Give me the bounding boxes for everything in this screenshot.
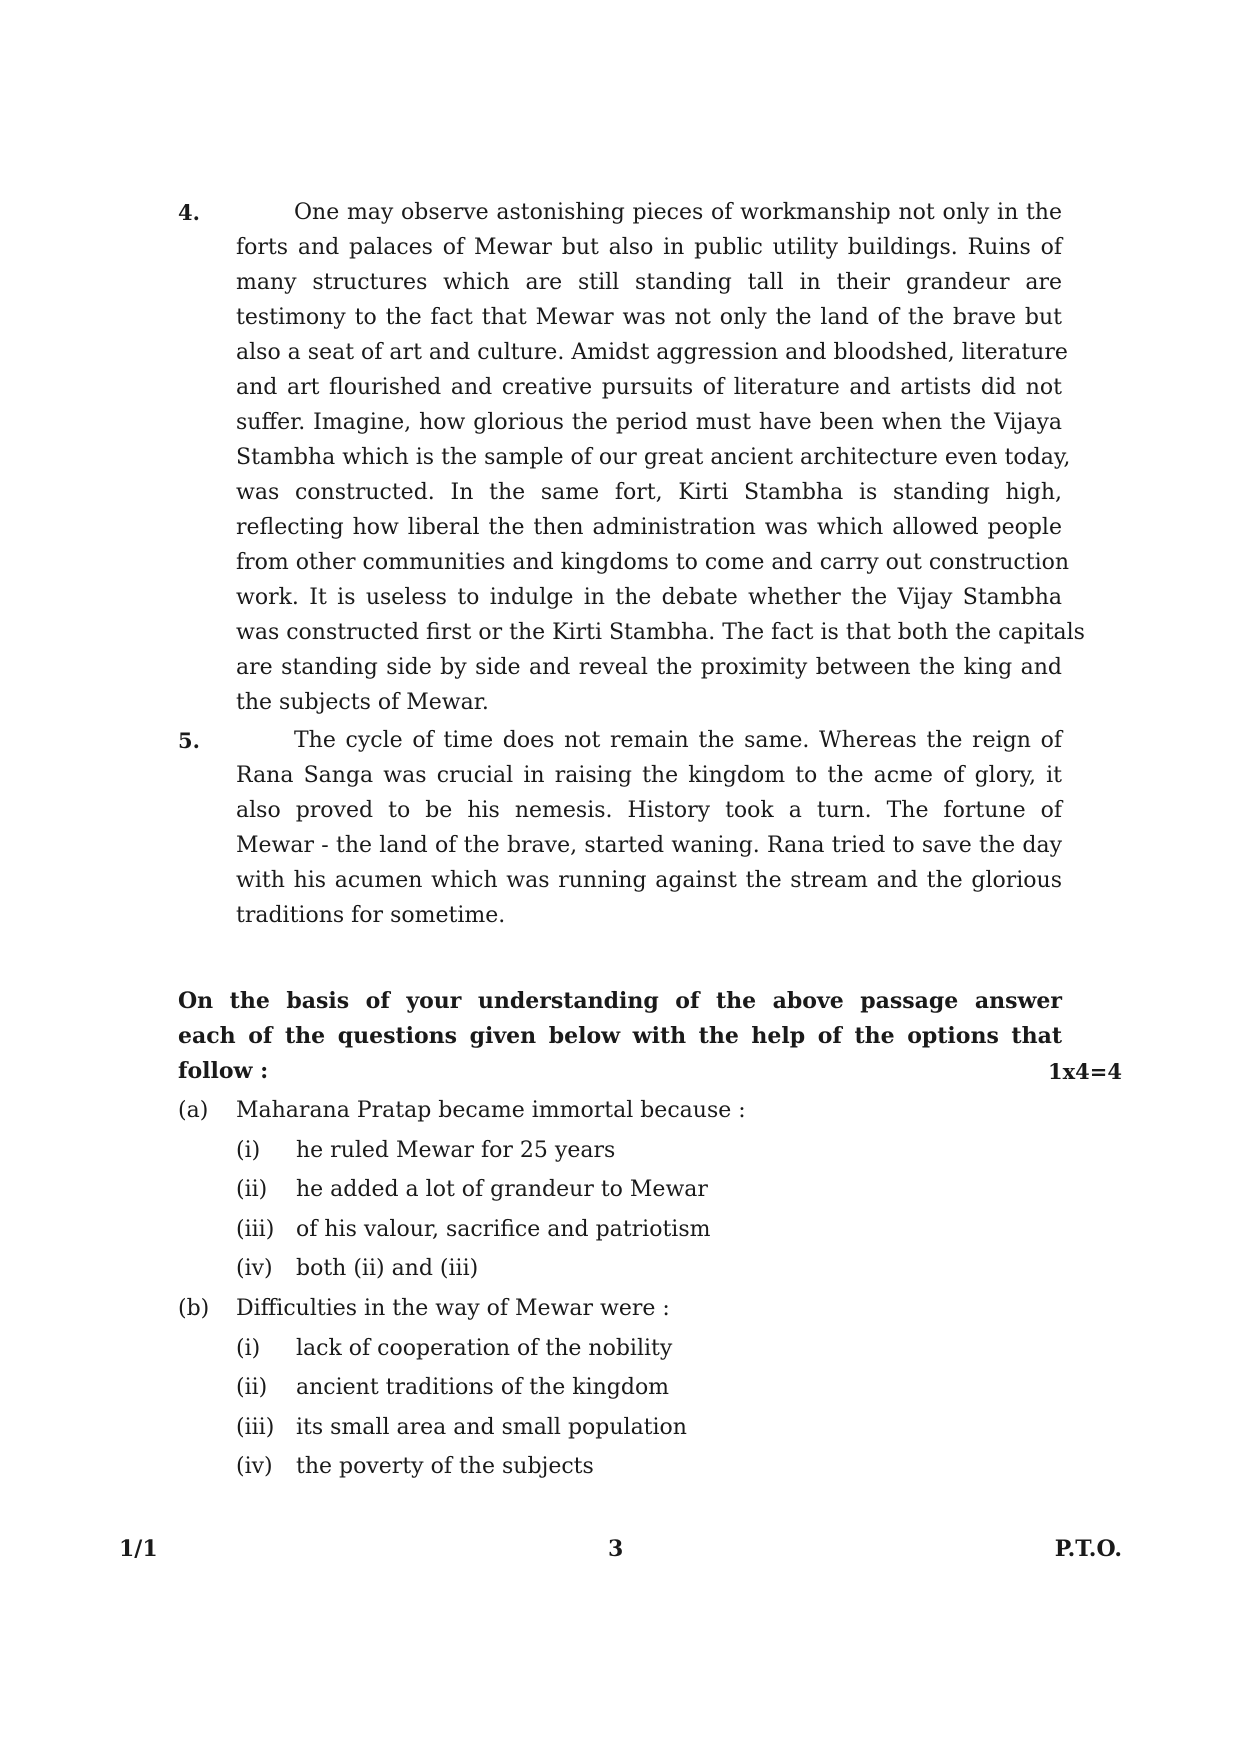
paragraph-line: testimony to the fact that Mewar was not only the land of the brave but: [236, 305, 1062, 330]
paragraph-line: suffer. Imagine, how glorious the period must have been when the Vijaya: [236, 410, 1062, 435]
question-text: Maharana Pratap became immortal because :: [236, 1098, 746, 1123]
paragraph-line: the subjects of Mewar.: [236, 690, 489, 715]
paragraph-line: reflecting how liberal the then administration was which allowed people: [236, 515, 1062, 540]
option-text: he added a lot of grandeur to Mewar: [296, 1177, 708, 1202]
paragraph-line: also a seat of art and culture. Amidst aggression and bloodshed, literature: [236, 340, 1068, 365]
option-text: the poverty of the subjects: [296, 1454, 594, 1479]
paragraph-line: from other communities and kingdoms to come and carry out construction: [236, 550, 1070, 575]
option-label: (iii): [236, 1217, 275, 1242]
option-text: he ruled Mewar for 25 years: [296, 1138, 616, 1163]
paragraph-line: forts and palaces of Mewar but also in public utility buildings. Ruins of: [236, 235, 1062, 260]
option-label: (ii): [236, 1375, 268, 1400]
option-label: (ii): [236, 1177, 268, 1202]
option-label: (iv): [236, 1454, 273, 1479]
paragraph-line: Mewar - the land of the brave, started waning. Rana tried to save the day: [236, 833, 1062, 858]
paragraph-line: One may observe astonishing pieces of workmanship not only in the: [294, 200, 1062, 225]
option-label: (iii): [236, 1415, 275, 1440]
paragraph-number: 5.: [178, 728, 200, 753]
paragraph-line: work. It is useless to indulge in the debate whether the Vijay Stambha: [236, 585, 1062, 610]
paragraph-line: also proved to be his nemesis. History took a turn. The fortune of: [236, 798, 1062, 823]
paragraph-line: was constructed first or the Kirti Stambha. The fact is that both the capitals: [236, 620, 1085, 645]
paragraph-line: Stambha which is the sample of our great ancient architecture even today,: [236, 445, 1071, 470]
marks-label: 1x4=4: [1048, 1059, 1122, 1084]
paragraph-line: was constructed. In the same fort, Kirti Stambha is standing high,: [236, 480, 1062, 505]
option-text: of his valour, sacrifice and patriotism: [296, 1217, 711, 1242]
option-text: both (ii) and (iii): [296, 1256, 479, 1281]
option-label: (i): [236, 1336, 261, 1361]
page-number: 3: [608, 1536, 624, 1562]
paragraph-number: 4.: [178, 200, 200, 225]
option-label: (i): [236, 1138, 261, 1163]
paragraph-line: and art flourished and creative pursuits of literature and artists did not: [236, 375, 1062, 400]
question-label: (b): [178, 1296, 210, 1321]
option-text: lack of cooperation of the nobility: [296, 1336, 673, 1361]
instruction-line: follow :: [178, 1058, 269, 1084]
option-text: its small area and small population: [296, 1415, 687, 1440]
paragraph-line: many structures which are still standing tall in their grandeur are: [236, 270, 1062, 295]
option-label: (iv): [236, 1256, 273, 1281]
paragraph-line: are standing side by side and reveal the proximity between the king and: [236, 655, 1062, 680]
paragraph-line: The cycle of time does not remain the same. Whereas the reign of: [294, 728, 1062, 753]
footer-code: 1/1: [119, 1536, 158, 1562]
option-text: ancient traditions of the kingdom: [296, 1375, 670, 1400]
paragraph-line: with his acumen which was running against the stream and the glorious: [236, 868, 1062, 893]
question-text: Difficulties in the way of Mewar were :: [236, 1296, 670, 1321]
instruction-line: On the basis of your understanding of the above passage answer: [178, 988, 1062, 1014]
paragraph-line: traditions for sometime.: [236, 903, 506, 928]
question-label: (a): [178, 1098, 209, 1123]
paragraph-line: Rana Sanga was crucial in raising the kingdom to the acme of glory, it: [236, 763, 1062, 788]
instruction-line: each of the questions given below with the help of the options that: [178, 1023, 1062, 1049]
pto-label: P.T.O.: [1054, 1536, 1122, 1562]
